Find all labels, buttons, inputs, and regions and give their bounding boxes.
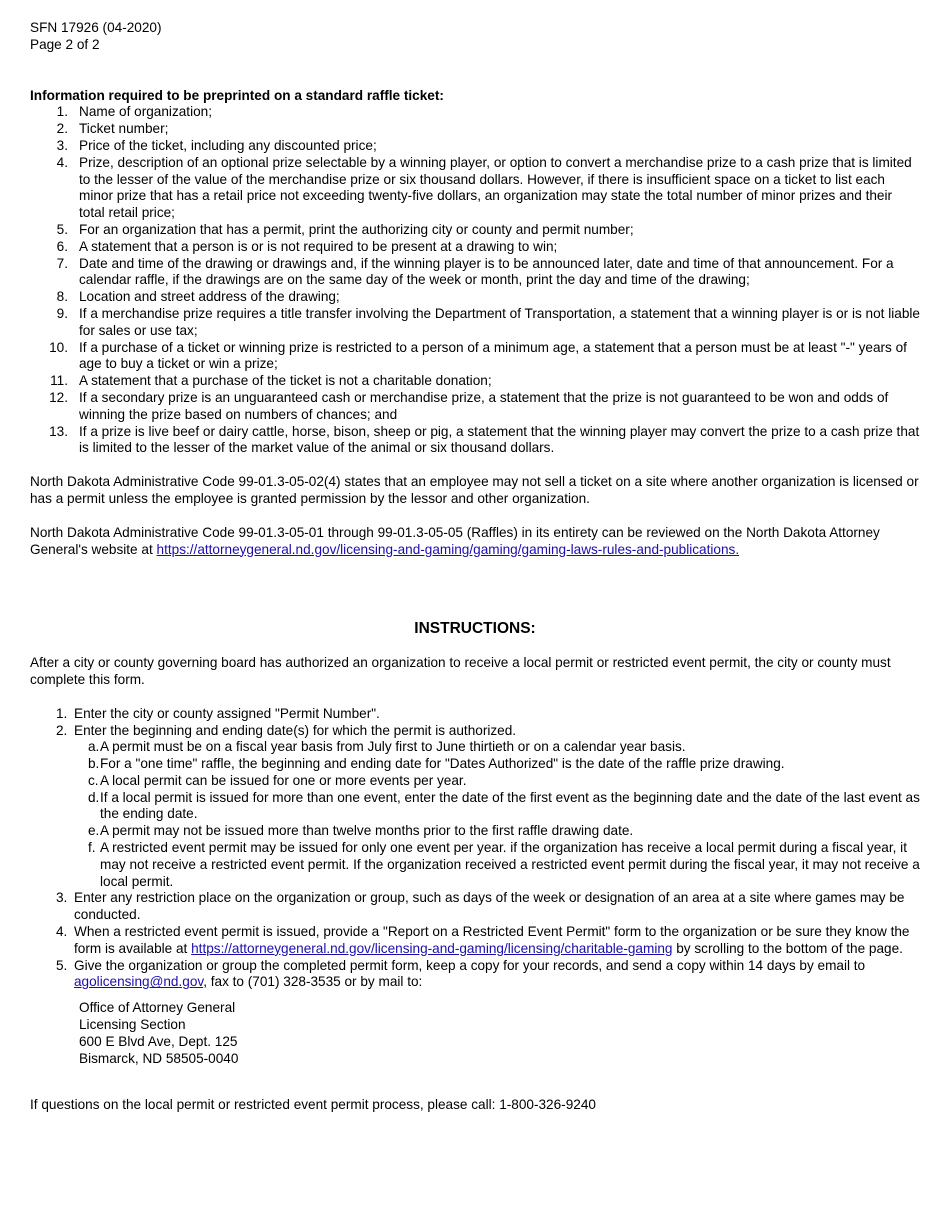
list-item: 12. If a secondary prize is an unguaranteed cash or merchandise prize, a statement that the prize is not guaranteed to be won and odds of winning the prize based on numbers of chances; and xyxy=(49,389,889,422)
list-item: 2. Ticket number; xyxy=(56,121,169,137)
instruction-step: 2. Enter the beginning and ending date(s) for which the permit is authorized. a. A permit must be on a fiscal year basis from July first to June thirtieth or on a calendar year basis. b. For a "one time" raffle, the beginning and ending date for "Dates Authorized" is the date of the raffle prize drawing. c. A local permit can be issued for one or more events per year. d. If a local permit is issued for more than one event, enter the date of the first event as the beginning date and the date of the last event as the ending date. e. A permit may not be issued more than twelve months prior to the first raffle drawing date. f. A restricted event permit may be issued for only one event per year. if the organization has receive a local permit during a fiscal year, it may not receive a restricted event permit. If the organization received a restricted event permit during the fiscal year, it may not receive a local permit. xyxy=(56,722,920,889)
gaming-laws-link[interactable]: https://attorneygeneral.nd.gov/licensing-and-gaming/gaming/gaming-laws-rules-and-publications. xyxy=(156,541,740,557)
instruction-step: 1. Enter the city or county assigned "Permit Number". xyxy=(56,705,380,721)
document-page xyxy=(30,20,920,1114)
instructions-title: INSTRUCTIONS: xyxy=(414,620,536,638)
charitable-gaming-link[interactable]: https://attorneygeneral.nd.gov/licensing-and-gaming/licensing/charitable-gaming xyxy=(191,940,673,956)
list-item: 10. If a purchase of a ticket or winning prize is restricted to a person of a minimum age, a statement that a person must be at least "-" years of age to buy a ticket or win a prize; xyxy=(49,339,907,372)
contact-footer: If questions on the local permit or restricted event permit process, please call: 1-800-326-9240 xyxy=(30,1097,596,1113)
instruction-substep: b. For a "one time" raffle, the beginning and ending date for "Dates Authorized" is the date of the raffle prize drawing. xyxy=(88,756,785,772)
address-line: 600 E Blvd Ave, Dept. 125 xyxy=(79,1033,238,1049)
address-line: Licensing Section xyxy=(79,1017,186,1033)
instruction-substep: c. A local permit can be issued for one or more events per year. xyxy=(88,772,467,788)
list-item: 3. Price of the ticket, including any discounted price; xyxy=(56,137,377,153)
instruction-substep: d. If a local permit is issued for more than one event, enter the date of the first event as the beginning date and the date of the last event as the ending date. xyxy=(88,789,920,822)
instructions-intro: After a city or county governing board has authorized an organization to receive a local permit or restricted event permit, the city or county must complete this form. xyxy=(30,655,891,687)
list-item: 5. For an organization that has a permit, print the authorizing city or county and permit number; xyxy=(56,221,634,237)
instruction-step: 4. When a restricted event permit is issued, provide a "Report on a Restricted Event Permit" form to the organization or be sure they know the form is available at https://attorneygeneral.nd.gov/licensing-and-gaming/licensing/charitable-gaming by scrolling to the bottom of the page. xyxy=(56,924,910,956)
instruction-substeps xyxy=(74,739,920,890)
list-item: 8. Location and street address of the drawing; xyxy=(56,289,340,305)
list-item: 1. Name of organization; xyxy=(56,104,212,120)
form-id: SFN 17926 (04-2020) xyxy=(30,20,162,35)
instruction-substep: f. A restricted event permit may be issued for only one event per year. if the organization has receive a local permit during a fiscal year, it may not receive a restricted event permit. If the organization received a restricted event permit during the fiscal year, it may not receive a local permit. xyxy=(88,840,920,889)
email-link[interactable]: agolicensing@nd.gov xyxy=(74,974,204,990)
instructions-list xyxy=(30,706,920,992)
instruction-step: 3. Enter any restriction place on the organization or group, such as days of the week or designation of an area at a site where games may be conducted. xyxy=(56,890,905,923)
list-item: 9. If a merchandise prize requires a title transfer involving the Department of Transportation, a statement that a winning player is or is not liable for sales or use tax; xyxy=(56,305,920,338)
mailing-address xyxy=(79,1000,920,1067)
list-item: 7. Date and time of the drawing or drawings and, if the winning player is to be announced later, date and time of that announcement. For a calendar raffle, if the drawings are on the same day of the week or month, print the day and time of the drawing; xyxy=(56,255,894,288)
instruction-step: 5. Give the organization or group the completed permit form, keep a copy for your records, and send a copy within 14 days by email to agolicensing@nd.gov, fax to (701) 328-3535 or by mail to: xyxy=(56,957,866,990)
instruction-substep: e. A permit may not be issued more than twelve months prior to the first raffle drawing date. xyxy=(88,823,634,839)
address-line: Office of Attorney General xyxy=(79,1000,236,1016)
list-item: 13. If a prize is live beef or dairy cattle, horse, bison, sheep or pig, a statement that the winning player may convert the prize to a cash prize that is limited to the lesser of the market value of the animal or six thousand dollars. xyxy=(49,423,920,456)
list-item: 4. Prize, description of an optional prize selectable by a winning player, or option to convert a merchandise prize to a cash prize that is limited to the lesser of the value of the merchandise prize or six thousand dollars. However, if there is insufficient space on a ticket to list each minor prize that has a retail price not exceeding twenty-five dollars, an organization may state the total number of minor prizes and their total retail price; xyxy=(56,154,912,221)
list-item: 6. A statement that a person is or is not required to be present at a drawing to win; xyxy=(56,238,558,254)
admin-code-reference: North Dakota Administrative Code 99-01.3-05-01 through 99-01.3-05-05 (Raffles) in its entirety can be reviewed on the North Dakota Attorney General's website at https://attorneygeneral.nd.gov/licensing-and-gaming/gaming/gaming-laws-rules-and-publications. xyxy=(30,524,880,557)
admin-code-paragraph: North Dakota Administrative Code 99-01.3-05-02(4) states that an employee may not sell a ticket on a site where another organization is licensed or has a permit unless the employee is granted permission by the lessor and other organization. xyxy=(30,474,919,506)
ticket-info-title: Information required to be preprinted on a standard raffle ticket: xyxy=(30,87,444,103)
ticket-info-list xyxy=(30,104,920,457)
page-number: Page 2 of 2 xyxy=(30,36,100,52)
address-line: Bismarck, ND 58505-0040 xyxy=(79,1050,239,1066)
list-item: 11. A statement that a purchase of the ticket is not a charitable donation; xyxy=(50,373,492,389)
instruction-substep: a. A permit must be on a fiscal year basis from July first to June thirtieth or on a calendar year basis. xyxy=(88,739,686,755)
